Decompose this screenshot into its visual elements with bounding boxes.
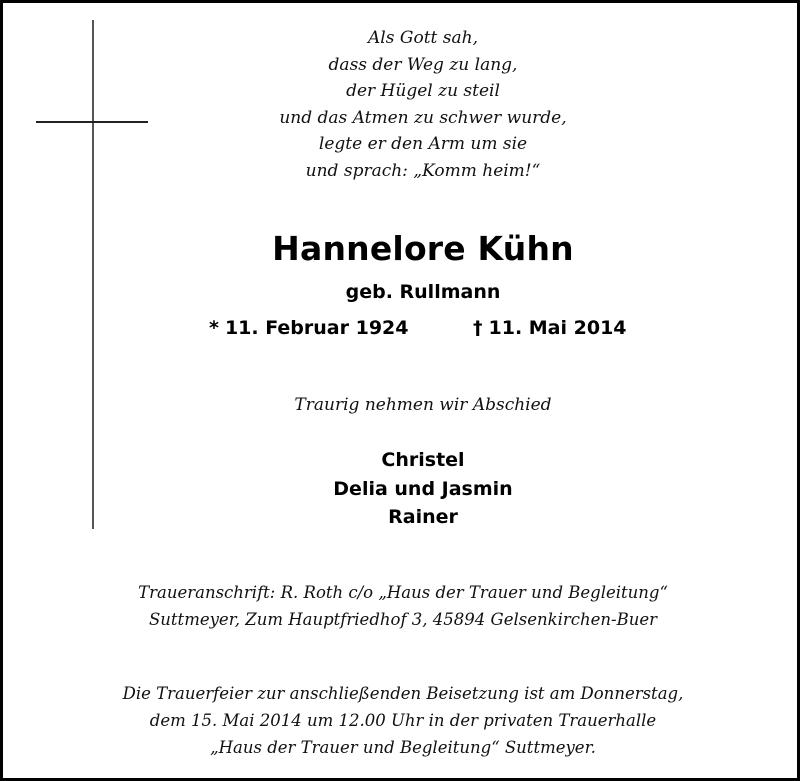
maiden-name: geb. Rullmann — [345, 281, 501, 303]
ceremony-line: dem 15. Mai 2014 um 12.00 Uhr in der privaten Trauerhalle — [149, 711, 657, 730]
mourners-list — [223, 446, 623, 532]
poem-line: und sprach: „Komm heim!“ — [305, 160, 541, 181]
address-line: Traueranschrift: R. Roth c/o „Haus der Trauer und Begleitung“ — [138, 583, 668, 602]
cross-vertical-bar — [92, 20, 94, 529]
poem-line: der Hügel zu steil — [346, 81, 500, 101]
ceremony-line: Die Trauerfeier zur anschließenden Beisetzung ist am Donnerstag, — [122, 684, 684, 703]
ceremony-info — [33, 680, 773, 761]
mourner-name: Rainer — [388, 506, 458, 528]
address-line: Suttmeyer, Zum Hauptfriedhof 3, 45894 Gelsenkirchen-Buer — [149, 610, 657, 629]
death-date: 11. Mai 2014 — [488, 317, 627, 339]
poem-line: legte er den Arm um sie — [318, 134, 528, 154]
farewell-text: Traurig nehmen wir Abschied — [294, 395, 552, 415]
birth-date: 11. Februar 1924 — [224, 317, 409, 339]
ceremony-line: „Haus der Trauer und Begleitung“ Suttmeyer. — [210, 738, 596, 757]
memorial-poem — [193, 25, 653, 184]
cross-horizontal-bar — [36, 121, 148, 123]
mourner-name: Christel — [381, 449, 465, 471]
deceased-name: Hannelore Kühn — [272, 229, 574, 268]
death-date-line — [473, 317, 627, 339]
mourning-address — [43, 579, 763, 633]
birth-symbol: * — [209, 317, 219, 339]
poem-line: Als Gott sah, — [368, 28, 478, 48]
poem-line: dass der Weg zu lang, — [328, 54, 518, 75]
poem-line: und das Atmen zu schwer wurde, — [279, 107, 567, 128]
death-symbol: † — [473, 317, 483, 339]
mourner-name: Delia und Jasmin — [333, 477, 513, 500]
birth-date-line — [209, 317, 409, 339]
